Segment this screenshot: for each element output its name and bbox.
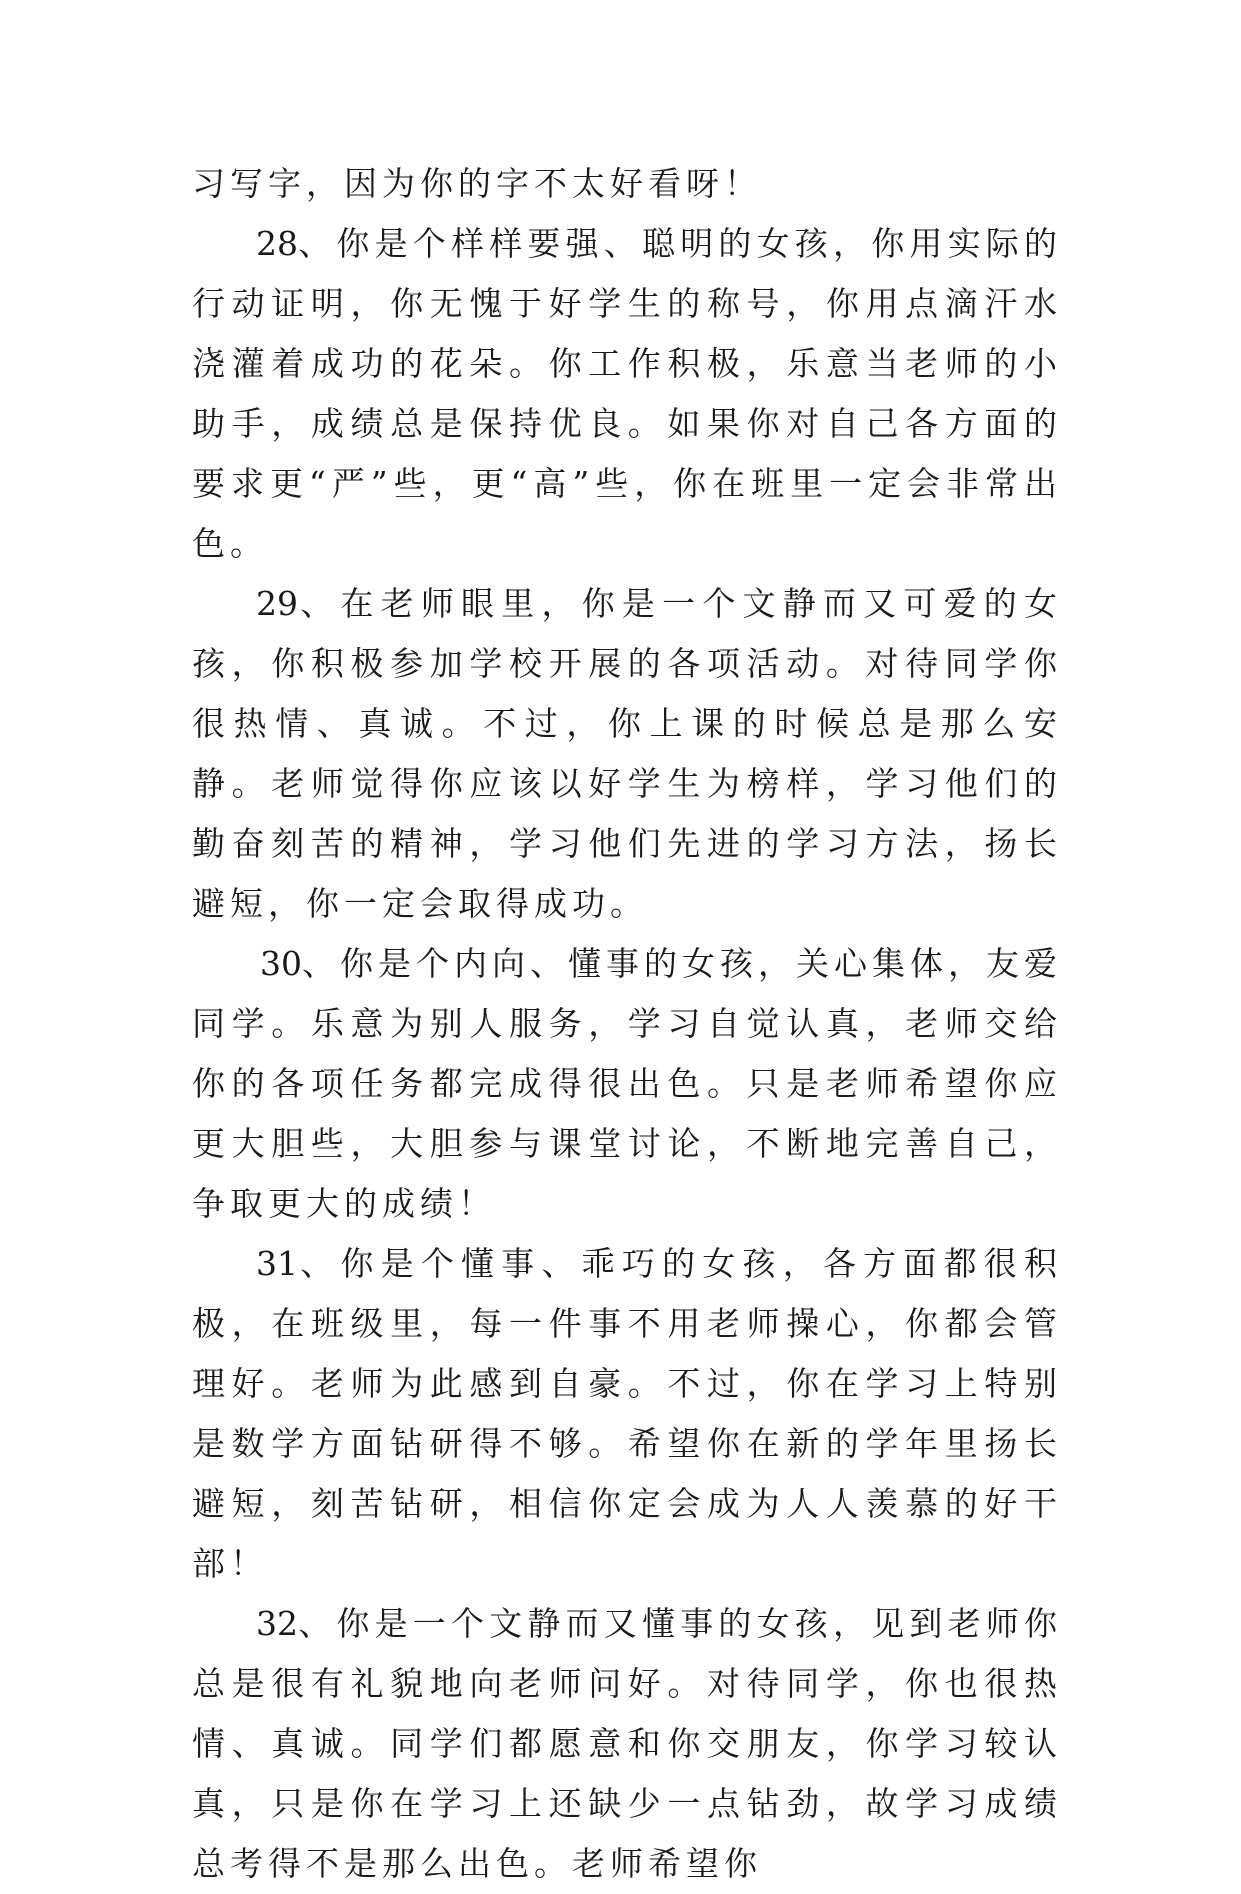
comment-number: 30 (260, 944, 302, 983)
comment-paragraph-30 (192, 934, 1062, 1234)
comment-text: 、你是个内向、懂事的女孩，关心集体，友爱同学。乐意为别人服务，学习自觉认真，老师交给你的各项任务都完成得很出色。只是老师希望你应更大胆些，大胆参与课堂讨论，不断地完善自己，争取更大的成绩！ (192, 944, 1062, 1223)
comment-number: 28 (256, 224, 298, 263)
comment-paragraph-29 (192, 574, 1062, 934)
document-body (192, 154, 1062, 1894)
comment-paragraph-32 (192, 1594, 1062, 1894)
comment-text: 、你是个样样要强、聪明的女孩，你用实际的行动证明，你无愧于好学生的称号，你用点滴汗水浇灌着成功的花朵。你工作积极，乐意当老师的小助手，成绩总是保持优良。如果你对自己各方面的要求更“严”些，更“高”些，你在班里一定会非常出色。 (192, 224, 1062, 563)
comment-number: 29 (256, 584, 298, 623)
comment-text: 、在老师眼里，你是一个文静而又可爱的女孩，你积极参加学校开展的各项活动。对待同学你很热情、真诚。不过，你上课的时候总是那么安静。老师觉得你应该以好学生为榜样，学习他们的勤奋刻苦的精神，学习他们先进的学习方法，扬长避短，你一定会取得成功。 (192, 584, 1062, 923)
comment-paragraph-31 (192, 1234, 1062, 1594)
comment-text: 、你是一个文静而又懂事的女孩，见到老师你总是很有礼貌地向老师问好。对待同学，你也很热情、真诚。同学们都愿意和你交朋友，你学习较认真，只是你在学习上还缺少一点钻劲，故学习成绩总考得不是那么出色。老师希望你 (192, 1604, 1062, 1883)
comment-paragraph-28 (192, 214, 1062, 574)
comment-number: 31 (256, 1244, 298, 1283)
comment-text: 、你是个懂事、乖巧的女孩，各方面都很积极，在班级里，每一件事不用老师操心，你都会管理好。老师为此感到自豪。不过，你在学习上特别是数学方面钻研得不够。希望你在新的学年里扬长避短，刻苦钻研，相信你定会成为人人羡慕的好干部！ (192, 1244, 1062, 1583)
continuation-paragraph: 习写字，因为你的字不太好看呀！ (192, 164, 762, 203)
comment-number: 32 (256, 1604, 298, 1643)
